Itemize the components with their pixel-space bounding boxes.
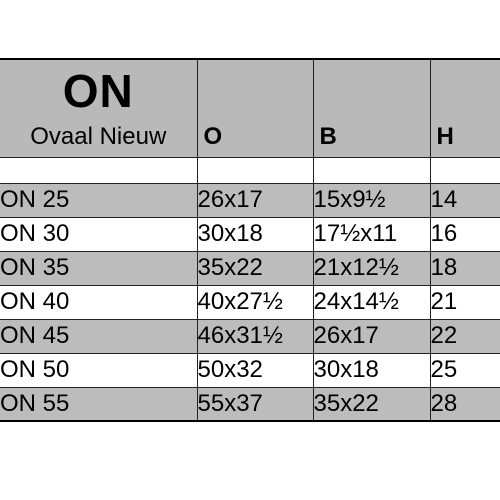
table-subtitle: Ovaal Nieuw bbox=[30, 123, 167, 150]
column-header-h: H bbox=[430, 59, 500, 157]
row-b-value: 21x12½ bbox=[313, 251, 430, 285]
row-b-value: 30x18 bbox=[313, 353, 430, 387]
row-name: ON 30 bbox=[0, 217, 197, 251]
spacer-cell bbox=[0, 157, 197, 183]
row-b-value: 26x17 bbox=[313, 319, 430, 353]
spacer-cell bbox=[430, 157, 500, 183]
row-b-value: 15x9½ bbox=[313, 183, 430, 217]
table-row bbox=[0, 285, 500, 319]
column-header-b: B bbox=[313, 59, 430, 157]
row-b-value: 17½x11 bbox=[313, 217, 430, 251]
row-name: ON 35 bbox=[0, 251, 197, 285]
row-o-value: 30x18 bbox=[197, 217, 313, 251]
spec-table bbox=[0, 58, 500, 422]
spacer-cell bbox=[197, 157, 313, 183]
row-name: ON 25 bbox=[0, 183, 197, 217]
row-o-value: 55x37 bbox=[197, 387, 313, 421]
row-h-value: 25 bbox=[430, 353, 500, 387]
row-name: ON 55 bbox=[0, 387, 197, 421]
row-name: ON 45 bbox=[0, 319, 197, 353]
row-h-value: 14 bbox=[430, 183, 500, 217]
header-row bbox=[0, 59, 500, 157]
row-h-value: 18 bbox=[430, 251, 500, 285]
row-name: ON 50 bbox=[0, 353, 197, 387]
table-row bbox=[0, 217, 500, 251]
table-row bbox=[0, 251, 500, 285]
table-title: ON bbox=[62, 65, 134, 117]
row-o-value: 40x27½ bbox=[197, 285, 313, 319]
table-row bbox=[0, 387, 500, 421]
row-h-value: 28 bbox=[430, 387, 500, 421]
row-o-value: 46x31½ bbox=[197, 319, 313, 353]
title-cell bbox=[0, 59, 197, 157]
column-header-o: O bbox=[197, 59, 313, 157]
table-row bbox=[0, 319, 500, 353]
row-h-value: 16 bbox=[430, 217, 500, 251]
row-o-value: 35x22 bbox=[197, 251, 313, 285]
row-name: ON 40 bbox=[0, 285, 197, 319]
table-row bbox=[0, 353, 500, 387]
row-b-value: 35x22 bbox=[313, 387, 430, 421]
spacer-cell bbox=[313, 157, 430, 183]
row-b-value: 24x14½ bbox=[313, 285, 430, 319]
row-h-value: 22 bbox=[430, 319, 500, 353]
spacer-row bbox=[0, 157, 500, 183]
row-h-value: 21 bbox=[430, 285, 500, 319]
row-o-value: 26x17 bbox=[197, 183, 313, 217]
table-row bbox=[0, 183, 500, 217]
row-o-value: 50x32 bbox=[197, 353, 313, 387]
